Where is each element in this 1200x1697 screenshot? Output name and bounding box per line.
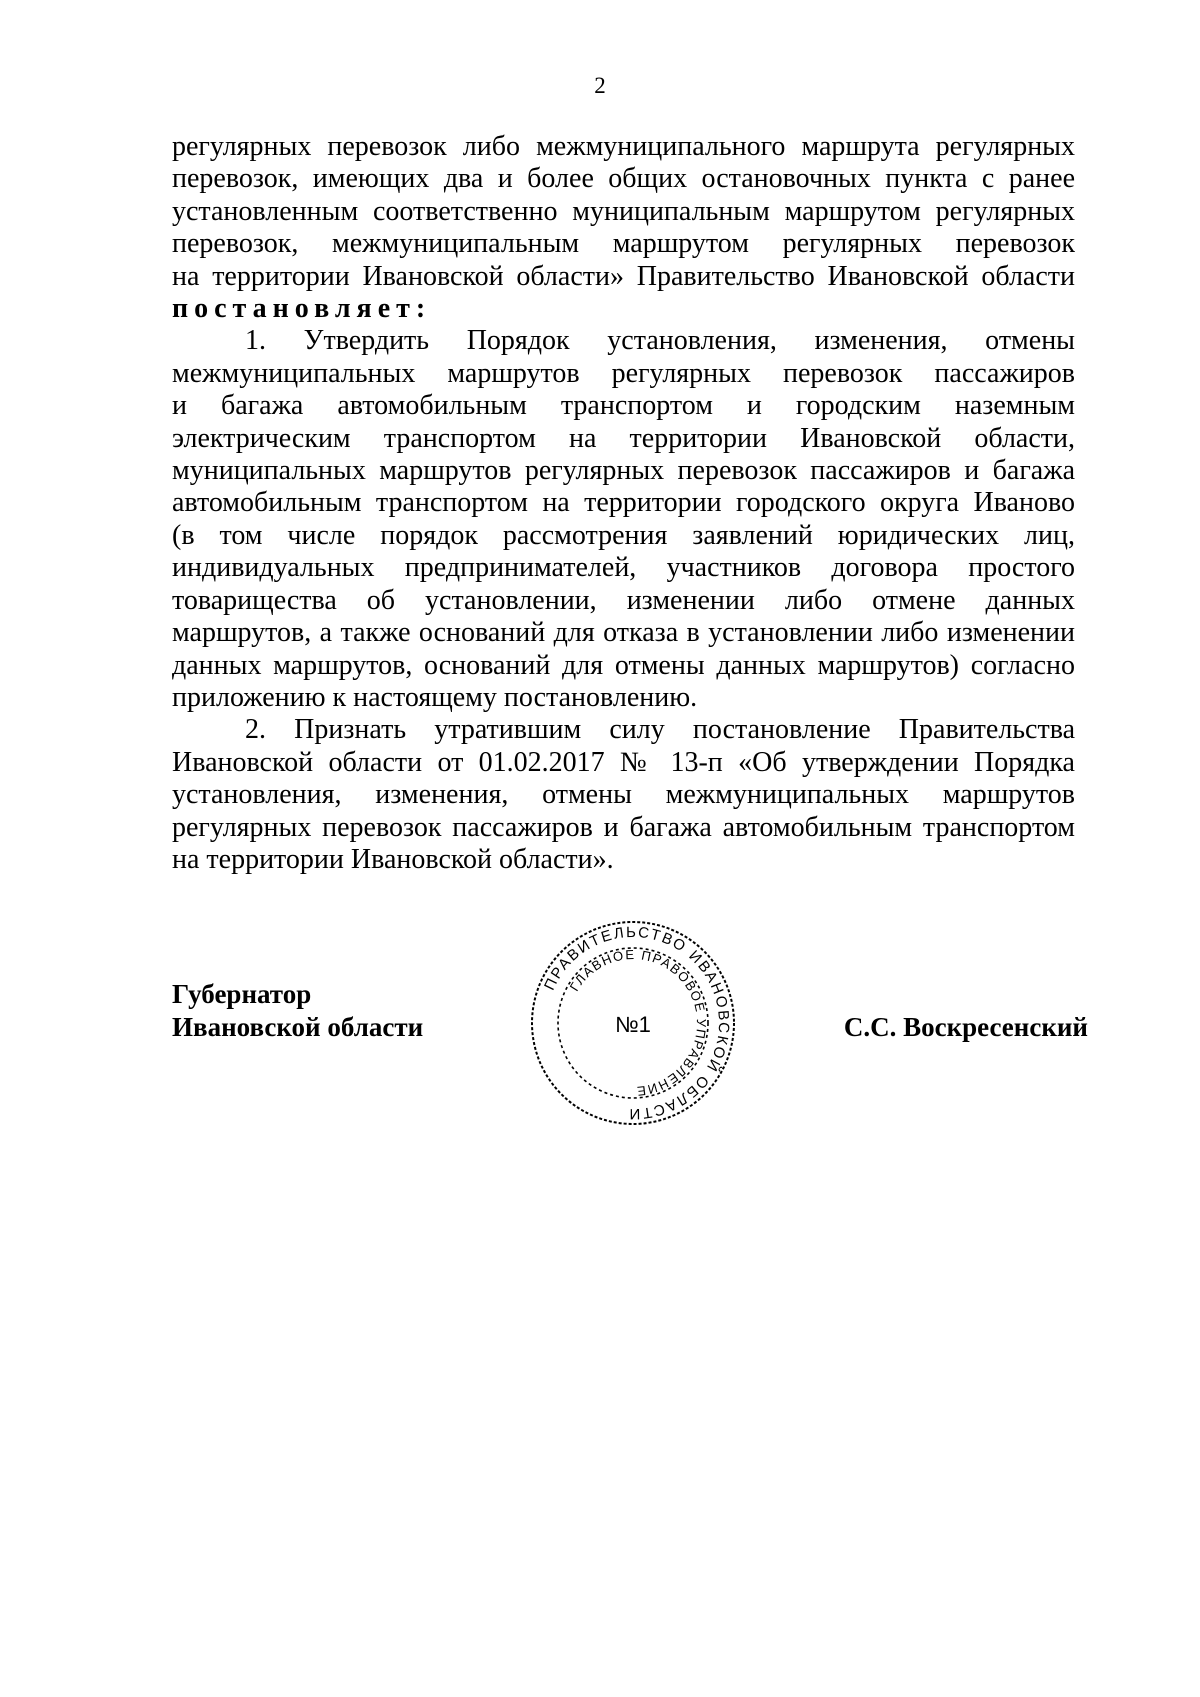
text-line: товарищества об установлении, изменении либо отмене данных: [172, 584, 1075, 616]
document-body: [172, 131, 1075, 876]
text-line: регулярных перевозок либо межмуниципального маршрута регулярных: [172, 131, 1075, 162]
resolve-word: постановляет:: [172, 293, 432, 325]
stamp-number: №1: [615, 1012, 651, 1037]
item-1-paragraph: [172, 325, 1075, 714]
signatory-title-line-2: Ивановской области: [172, 1011, 424, 1042]
text-line: межмуниципальных маршрутов регулярных перевозок пассажиров: [172, 357, 1075, 389]
text-line: перевозок, межмуниципальным маршрутом регулярных перевозок: [172, 228, 1075, 260]
text-line: регулярных перевозок пассажиров и багажа автомобильным транспортом: [172, 811, 1075, 843]
page-number: 2: [594, 73, 606, 98]
paragraph-continuation: [172, 131, 1075, 325]
text-line: перевозок, имеющих два и более общих остановочных пункта с ранее: [172, 163, 1075, 195]
text-line: и багажа автомобильным транспортом и городским наземным: [172, 390, 1075, 422]
text-line: маршрутов, а также оснований для отказа в установлении либо изменении: [172, 617, 1075, 649]
signatory-name: С.С. Воскресенский: [843, 1012, 1088, 1042]
stamp-outer-text: ПРАВИТЕЛЬСТВО ИВАНОВСКОЙ ОБЛАСТИ: [541, 923, 733, 1123]
signatory-title-line-1: Губернатор: [172, 979, 312, 1009]
text-line: автомобильным транспортом на территории городского округа Иваново: [172, 487, 1075, 519]
text-line: приложению к настоящему постановлению.: [172, 681, 698, 713]
text-line: установленным соответственно муниципальным маршрутом регулярных: [172, 195, 1075, 227]
text-line: 2. Признать утратившим силу постановление Правительства: [245, 714, 1075, 746]
text-line: данных маршрутов, оснований для отмены данных маршрутов) согласно: [172, 649, 1075, 681]
text-line: на территории Ивановской области» Правительство Ивановской области: [172, 260, 1075, 292]
official-stamp: [528, 918, 738, 1128]
text-line: индивидуальных предпринимателей, участников договора простого: [172, 552, 1075, 584]
text-line: электрическим транспортом на территории Ивановской области,: [172, 422, 1075, 454]
text-line: Ивановской области от 01.02.2017 № 13-п «Об утверждении Порядка: [172, 746, 1075, 778]
text-line: муниципальных маршрутов регулярных перевозок пассажиров и багажа: [172, 455, 1075, 487]
text-line: на территории Ивановской области».: [172, 843, 614, 875]
stamp-inner-text: ГЛАВНОЕ ПРАВОВОЕ УПРАВЛЕНИЕ: [566, 946, 710, 1100]
text-line: 1. Утвердить Порядок установления, изменения, отмены: [245, 325, 1075, 357]
text-line: установления, изменения, отмены межмуниципальных маршрутов: [172, 779, 1075, 811]
signatory-title: [172, 978, 423, 1043]
item-2-paragraph: [172, 714, 1075, 876]
text-line: (в том числе порядок рассмотрения заявлений юридических лиц,: [172, 519, 1075, 551]
